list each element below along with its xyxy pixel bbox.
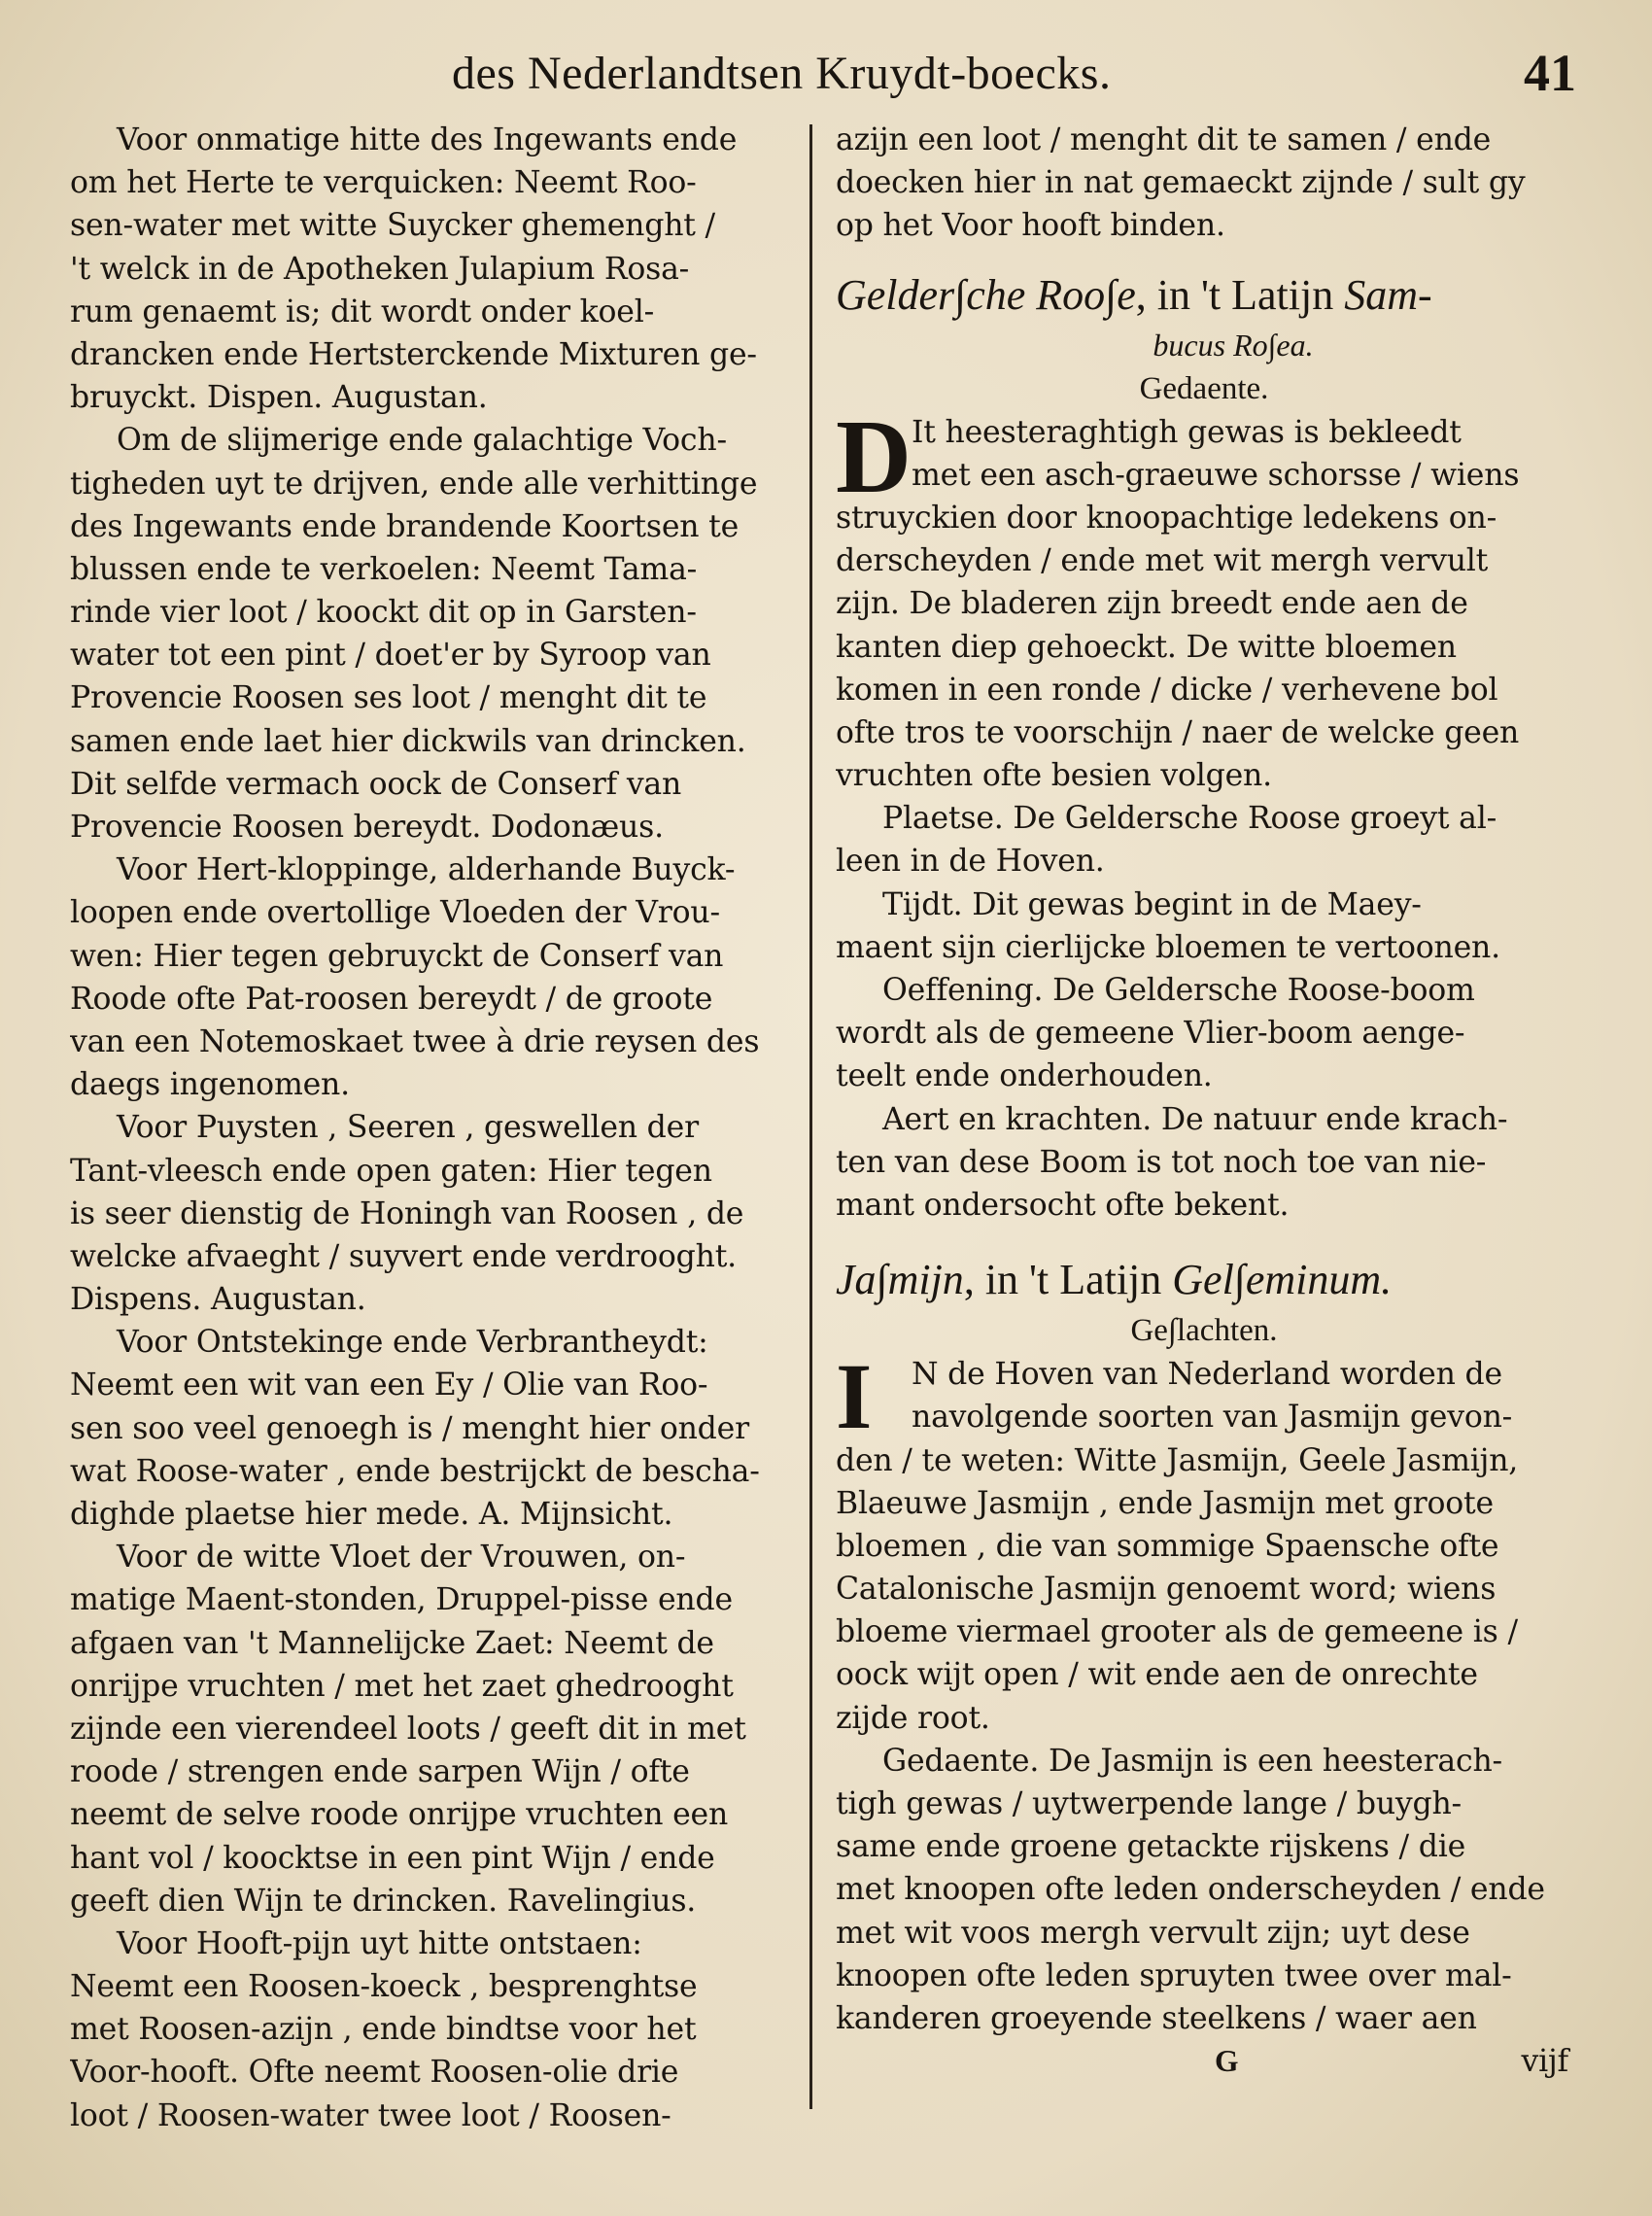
column-divider (809, 124, 812, 2109)
text-line: zijnde een vierendeel loots / geeft dit in met (70, 1711, 746, 1747)
text-line: loopen ende overtollige Vloeden der Vrou- (70, 895, 720, 931)
text-line: welcke afvaeght / suyvert ende verdrooght. (70, 1238, 737, 1274)
drop-cap-paragraph (836, 398, 1572, 515)
text-line: tigh gewas / uytwerpende lange / buygh- (836, 1786, 1462, 1821)
text-line: bloemen , die van sommige Spaensche ofte (836, 1528, 1499, 1564)
text-line: samen ende laet hier dickwils van drincken. (70, 723, 746, 759)
text-line: knoopen ofte leden spruyten twee over mal- (836, 1957, 1512, 1993)
left-column (70, 119, 789, 2137)
text-line: hant vol / koocktse in een pint Wijn / ende (70, 1840, 715, 1876)
text-line: wordt als de gemeene Vlier-boom aenge- (836, 1016, 1465, 1052)
text-line: onrijpe vruchten / met het zaet ghedrooght (70, 1668, 734, 1704)
text-line: same ende groene getackte rijskens / die (836, 1829, 1466, 1865)
text-line: Aert en krachten. De natuur ende krach- (882, 1101, 1508, 1137)
text-line: bruyckt. Dispen. Augustan. (70, 380, 488, 416)
text-line: Tijdt. Dit gewas begint in de Maey- (882, 886, 1422, 922)
text-line: Provencie Roosen ses loot / menght dit te (70, 680, 707, 716)
text-line: It heesteraghtigh gewas is bekleedt (912, 414, 1462, 450)
text-line: teelt ende onderhouden. (836, 1058, 1213, 1094)
drop-cap: D (836, 398, 912, 515)
text-line: Neemt een Roosen-koeck , besprenghtse (70, 1969, 698, 2005)
right-column (836, 119, 1572, 2083)
text-line: Dispens. Augustan. (70, 1282, 366, 1318)
text-line: Provencie Roosen bereydt. Dodonæus. (70, 810, 664, 845)
text-line: met knoopen ofte leden onderscheyden / ende (836, 1872, 1545, 1908)
text-line: Plaetse. De Geldersche Roose groeyt al- (882, 801, 1497, 837)
text-line: Gedaente. De Jasmijn is een heesterach- (882, 1743, 1502, 1779)
text-line: Voor Puysten , Seeren , geswellen der (117, 1110, 699, 1146)
text-line: geeft dien Wijn te drincken. Ravelingius. (70, 1883, 697, 1919)
text-line: met een asch-graeuwe schorsse / wiens (912, 457, 1520, 493)
text-line: Roode ofte Pat-roosen bereydt / de groote (70, 981, 713, 1017)
text-line: Voor-hooft. Ofte neemt Roosen-olie drie (70, 2055, 679, 2091)
heading-connector: , in 't Latijn (1135, 270, 1345, 319)
text-line: Om de slijmerige ende galachtige Voch- (117, 423, 727, 459)
running-title: des Nederlandtsen Kruydt-boecks. (452, 48, 1112, 99)
text-line: op het Voor hooft binden. (836, 208, 1225, 244)
text-line: ten van dese Boom is tot noch toe van nie- (836, 1144, 1487, 1180)
heading-latin-continued: bucus Ro∫ea. (1153, 327, 1314, 363)
text-line: leen in de Hoven. (836, 844, 1105, 880)
text-line: wen: Hier tegen gebruyckt de Conserf van (70, 938, 724, 974)
text-line: Voor Hooft-pijn uyt hitte ontstaen: (117, 1925, 642, 1961)
text-line: wat Roose-water , ende bestrijckt de bescha- (70, 1453, 760, 1489)
heading-name: Gelder∫che Roo∫e (836, 270, 1136, 319)
text-line: navolgende soorten van Jasmijn gevon- (912, 1400, 1513, 1436)
text-line: maent sijn cierlijcke bloemen te vertoonen. (836, 929, 1500, 965)
text-line: Oeffening. De Geldersche Roose-boom (882, 973, 1475, 1008)
text-line: blussen ende te verkoelen: Neemt Tama- (70, 551, 698, 587)
text-line: struyckien door knoopachtige ledekens on- (836, 500, 1497, 536)
text-line: Blaeuwe Jasmijn , ende Jasmijn met groote (836, 1485, 1494, 1521)
text-line: loot / Roosen-water twee loot / Roosen- (70, 2097, 671, 2133)
text-line: N de Hoven van Nederland worden de (912, 1357, 1502, 1393)
text-line: Voor onmatige hitte des Ingewants ende (117, 122, 738, 157)
text-line: doecken hier in nat gemaeckt zijnde / sult gy (836, 165, 1526, 201)
text-line: neemt de selve roode onrijpe vruchten een (70, 1797, 729, 1833)
text-line: bloeme viermael grooter als de gemeene is / (836, 1614, 1518, 1650)
text-line: Neemt een wit van een Ey / Olie van Roo- (70, 1368, 708, 1403)
text-line: derscheyden / ende met wit mergh vervult (836, 543, 1489, 579)
page-header (0, 44, 1652, 115)
text-line: rinde vier loot / koockt dit op in Garsten- (70, 595, 697, 631)
text-line: vruchten ofte besien volgen. (836, 758, 1272, 794)
section-heading-jasmine (836, 1252, 1572, 1308)
text-line: met Roosen-azijn , ende bindtse voor het (70, 2012, 697, 2048)
text-line: is seer dienstig de Honingh van Roosen , de (70, 1195, 744, 1231)
drop-cap-paragraph (836, 1344, 1572, 1449)
page-number: 41 (1524, 44, 1576, 102)
text-line: roode / strengen ende sarpen Wijn / ofte (70, 1754, 690, 1790)
text-line: ofte tros te voorschijn / naer de welcke geen (836, 714, 1520, 750)
text-line: zijde root. (836, 1700, 990, 1736)
heading-name: Ja∫mijn (836, 1256, 964, 1304)
text-line: rum genaemt is; dit wordt onder koel- (70, 294, 655, 329)
text-line: des Ingewants ende brandende Koortsen te (70, 508, 740, 544)
section-label-form: Gedaente. (1139, 370, 1269, 406)
text-line: sen soo veel genoegh is / menght hier onder (70, 1410, 749, 1446)
text-line: Voor Hert-kloppinge, alderhande Buyck- (117, 852, 736, 888)
text-line: afgaen van 't Mannelijcke Zaet: Neemt de (70, 1625, 714, 1661)
text-line: zijn. De bladeren zijn breedt ende aen de (836, 586, 1468, 622)
text-line: komen in een ronde / dicke / verhevene bol (836, 672, 1498, 708)
text-line: Tant-vleesch ende open gaten: Hier tegen (70, 1153, 712, 1189)
text-line: dighde plaetse hier mede. A. Mijnsicht. (70, 1497, 673, 1532)
catchword: vijf (1521, 2044, 1568, 2080)
text-line: drancken ende Hertsterckende Mixturen ge- (70, 336, 757, 372)
text-line: den / te weten: Witte Jasmijn, Geele Jasmijn, (836, 1442, 1519, 1478)
text-line: tigheden uyt te drijven, ende alle verhittinge (70, 466, 758, 502)
text-line: mant ondersocht ofte bekent. (836, 1187, 1290, 1223)
text-line: Catalonische Jasmijn genoemt word; wiens (836, 1572, 1497, 1608)
text-line: Voor de witte Vloet der Vrouwen, on- (117, 1540, 686, 1575)
heading-latin: Gel∫eminum. (1172, 1256, 1393, 1304)
text-line: daegs ingenomen. (70, 1067, 350, 1103)
section-label-kinds: Ge∫lachten. (1130, 1313, 1278, 1349)
heading-latin: Sam- (1344, 270, 1432, 319)
text-line: sen-water met witte Suycker ghemenght / (70, 208, 715, 244)
signature-line (836, 2040, 1572, 2083)
text-line: azijn een loot / menght dit te samen / ende (836, 122, 1492, 157)
text-line: oock wijt open / wit ende aen de onrechte (836, 1657, 1478, 1693)
text-line: om het Herte te verquicken: Neemt Roo- (70, 165, 697, 201)
heading-connector: , in 't Latijn (963, 1256, 1173, 1304)
text-line: Voor Ontstekinge ende Verbrantheydt: (117, 1325, 708, 1361)
text-line: water tot een pint / doet'er by Syroop van (70, 638, 711, 674)
drop-cap: I (836, 1344, 873, 1449)
text-line: Dit selfde vermach oock de Conserf van (70, 766, 682, 802)
signature-mark: G (1215, 2044, 1239, 2079)
text-line: kanderen groeyende steelkens / waer aen (836, 2000, 1477, 2036)
text-line: met wit voos mergh vervult zijn; uyt dese (836, 1915, 1470, 1951)
section-heading-sambucus (836, 267, 1572, 324)
text-line: matige Maent-stonden, Druppel-pisse ende (70, 1582, 733, 1618)
text-line: 't welck in de Apotheken Julapium Rosa- (70, 251, 690, 287)
text-line: kanten diep gehoeckt. De witte bloemen (836, 629, 1457, 665)
text-line: van een Notemoskaet twee à drie reysen des (70, 1023, 760, 1059)
